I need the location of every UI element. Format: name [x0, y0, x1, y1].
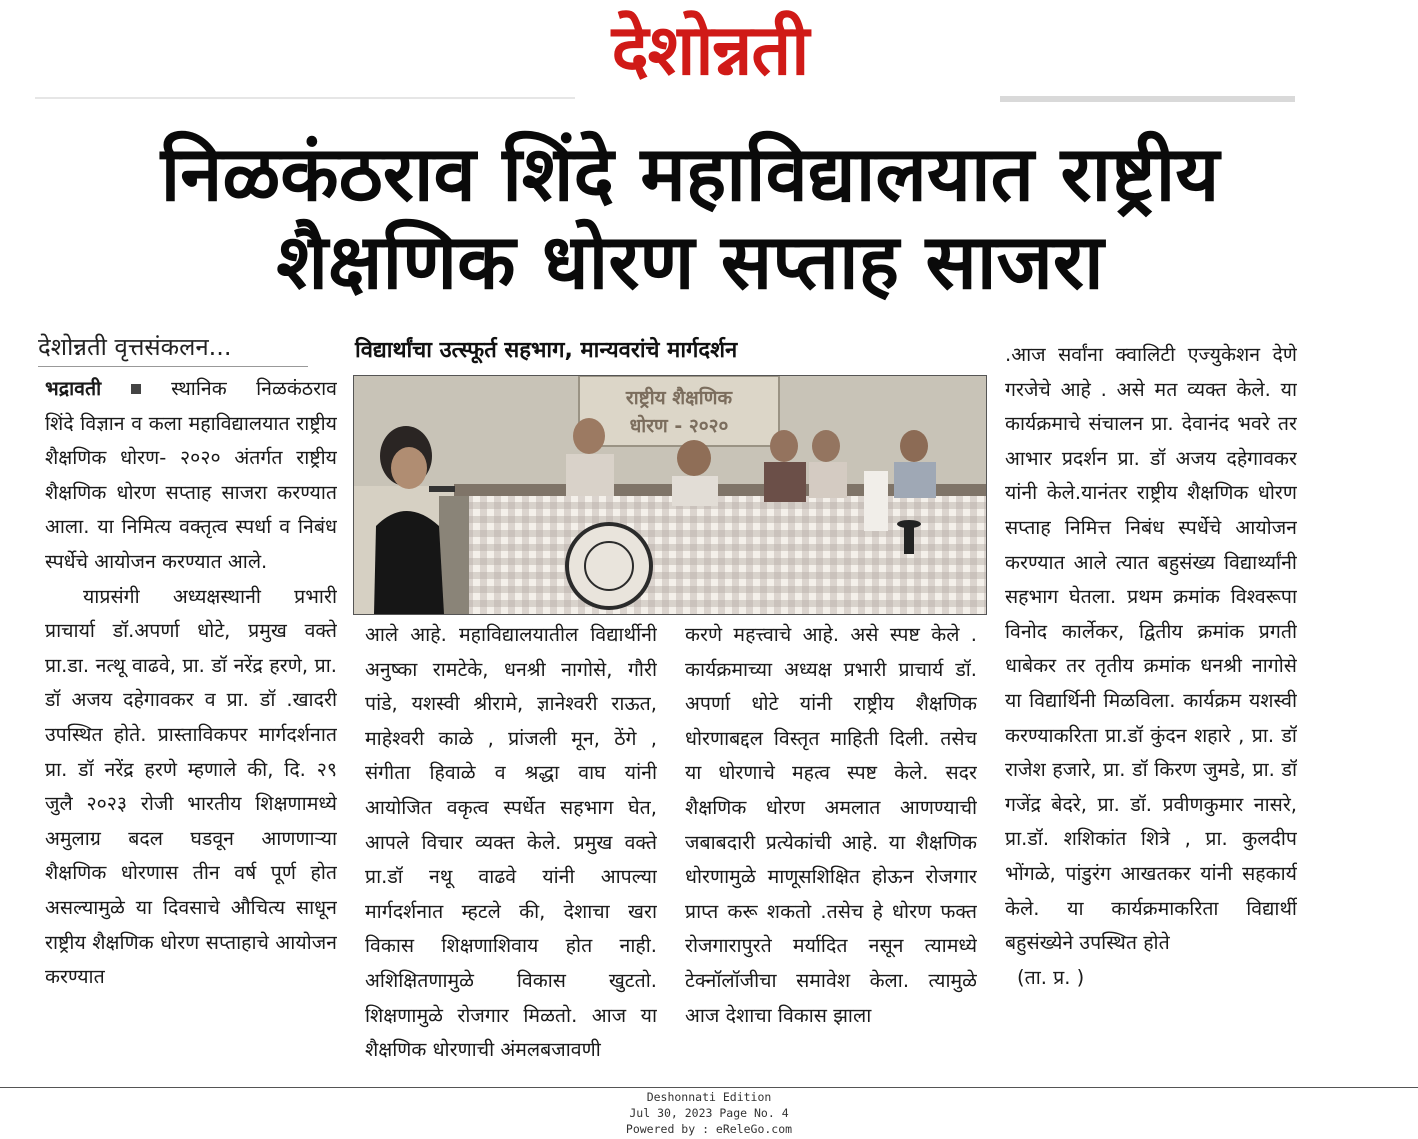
footer-edition: Deshonnati Edition	[646, 1090, 772, 1104]
dateline-place: भद्रावती	[45, 377, 102, 400]
dateline-square-icon	[131, 384, 141, 394]
event-photo	[353, 375, 987, 615]
article-headline	[40, 130, 1340, 306]
article-column-4	[1005, 338, 1297, 1087]
col1-para-2: याप्रसंगी अध्यक्षस्थानी प्रभारी प्राचार्या डॉ.अपर्णा धोटे, प्रमुख वक्ते प्रा.डा. नत्थू वाढवे, प्रा. डॉ नरेंद्र हरणे, प्रा. डॉ अजय दहेगावकर व प्रा. डॉ .खादरी उपस्थित होते. प्रास्ताविकपर मार्गदर्शनात प्रा. डॉ नरेंद्र हरणे म्हणाले की, दि. २९ जुलै २०२३ रोजी भारतीय शिक्षणामध्ये अमुलाग्र बदल घडवून आणणाऱ्या शैक्षणिक धोरणास तीन वर्ष पूर्ण होत असल्यामुळे या दिवसाचे औचित्य साधून राष्ट्रीय शैक्षणिक धोरण सप्ताहाचे आयोजन करण्यात	[45, 584, 337, 989]
masthead-rule-right	[1000, 96, 1295, 102]
footer-powered-by: Powered by : eReleGo.com	[625, 1122, 793, 1136]
masthead-rule-left	[35, 97, 575, 99]
col4-text: .आज सर्वांना क्वालिटी एज्युकेशन देणे गरजेचे आहे . असे मत व्यक्त केले. या कार्यक्रमाचे संचालन प्रा. देवानंद भवरे तर आभार प्रदर्शन प्रा. डॉ अजय दहेगावकर यांनी केले.यानंतर राष्ट्रीय शैक्षणिक धोरण सप्ताह निमित्त निबंध स्पर्धेचे आयोजन करण्यात आले त्यात बहुसंख्य विद्यार्थ्यांनी सहभाग घेतला. प्रथम क्रमांक विश्वरूपा विनोद कार्लेकर, द्वितीय क्रमांक प्रगती धाबेकर तर तृतीय क्रमांक धनश्री नागोसे या विद्यार्थिनी मिळविला. कार्यक्रम यशस्वी करण्याकरिता प्रा.डॉ कुंदन शहारे , प्रा. डॉ राजेश हजारे, प्रा. डॉ किरण जुमडे, प्रा. डॉ गजेंद्र बेदरे, प्रा. डॉ. प्रवीणकुमार नासरे, प्रा.डॉ. शशिकांत शित्रे , प्रा. कुलदीप भोंगळे, पांडुरंग आखतकर यांनी सहकार्य केले. या कार्यक्रमाकरिता विद्यार्थी बहुसंख्येने उपस्थित होते	[1005, 343, 1297, 955]
footer-rule	[0, 1087, 1418, 1088]
article-column-1	[45, 372, 337, 1087]
byline: देशोन्नती वृत्तसंकलन...	[38, 333, 232, 361]
sub-headline: विद्यार्थांचा उत्स्फूर्त सहभाग, मान्यवरांचे मार्गदर्शन	[355, 338, 738, 363]
col4-end-credit: (ता. प्र. )	[1017, 965, 1085, 989]
col2-text: आले आहे. महाविद्यालयातील विद्यार्थीनी अनुष्का रामटेके, धनश्री नागोसे, गौरी पांडे, यशस्वी श्रीरामे, ज्ञानेश्वरी राऊत, माहेश्वरी काळे , प्रांजली मून, ठेंगे , संगीता हिवाळे व श्रद्धा वाघ यांनी आयोजित वकृत्व स्पर्धेत सहभाग घेत, आपले विचार व्यक्त केले. प्रमुख वक्ते प्रा.डॉ नथू वाढवे यांनी आपल्या मार्गदर्शनात म्हटले की, देशाचा खरा विकास शिक्षणाशिवाय होत नाही. अशिक्षितणामुळे विकास खुटतो. शिक्षणामुळे रोजगार मिळतो. आज या शैक्षणिक धोरणाची अंमलबजावणी	[365, 623, 657, 1062]
photo-banner-line-1: राष्ट्रीय शैक्षणिक	[625, 387, 733, 409]
footer-date-page: Jul 30, 2023 Page No. 4	[629, 1106, 789, 1120]
page-footer	[0, 1089, 1418, 1137]
photo-banner-line-2: धोरण - २०२०	[629, 415, 729, 437]
masthead	[0, 0, 1418, 100]
article-column-3	[685, 618, 977, 1087]
col3-text: करणे महत्त्वाचे आहे. असे स्पष्ट केले . कार्यक्रमाच्या अध्यक्ष प्रभारी प्राचार्य डॉ. अपर्णा धोटे यांनी राष्ट्रीय शैक्षणिक धोरणाबद्दल विस्तृत माहिती दिली. तसेच या धोरणाचे महत्व स्पष्ट केले. सदर शैक्षणिक धोरण अमलात आणण्याची जबाबदारी प्रत्येकांची आहे. या शैक्षणिक धोरणामुळे माणूसशिक्षित होऊन रोजगार प्राप्त करू शकतो .तसेच हे धोरण फक्त रोजगारापुरते मर्यादित नसून त्यामध्ये टेक्नॉलॉजीचा समावेश केला. त्यामुळे आज देशाचा विकास झाला	[685, 623, 977, 1027]
headline-line-2: शैक्षणिक धोरण सप्ताह साजरा	[276, 217, 1104, 306]
col1-para-1: स्थानिक निळकंठराव शिंदे विज्ञान व कला महाविद्यालयात राष्ट्रीय शैक्षणिक धोरण- २०२० अंतर्गत राष्ट्रीय शैक्षणिक धोरण सप्ताह साजरा करण्यात आला. या निमित्य वक्तृत्व स्पर्धा व निबंध स्पर्धेचे आयोजन करण्यात आले.	[45, 377, 337, 573]
newspaper-logo: देशोन्नती	[611, 9, 809, 91]
article-column-2	[365, 618, 657, 1087]
byline-rule	[38, 366, 308, 367]
headline-line-1: निळकंठराव शिंदे महाविद्यालयात राष्ट्रीय	[160, 129, 1220, 218]
